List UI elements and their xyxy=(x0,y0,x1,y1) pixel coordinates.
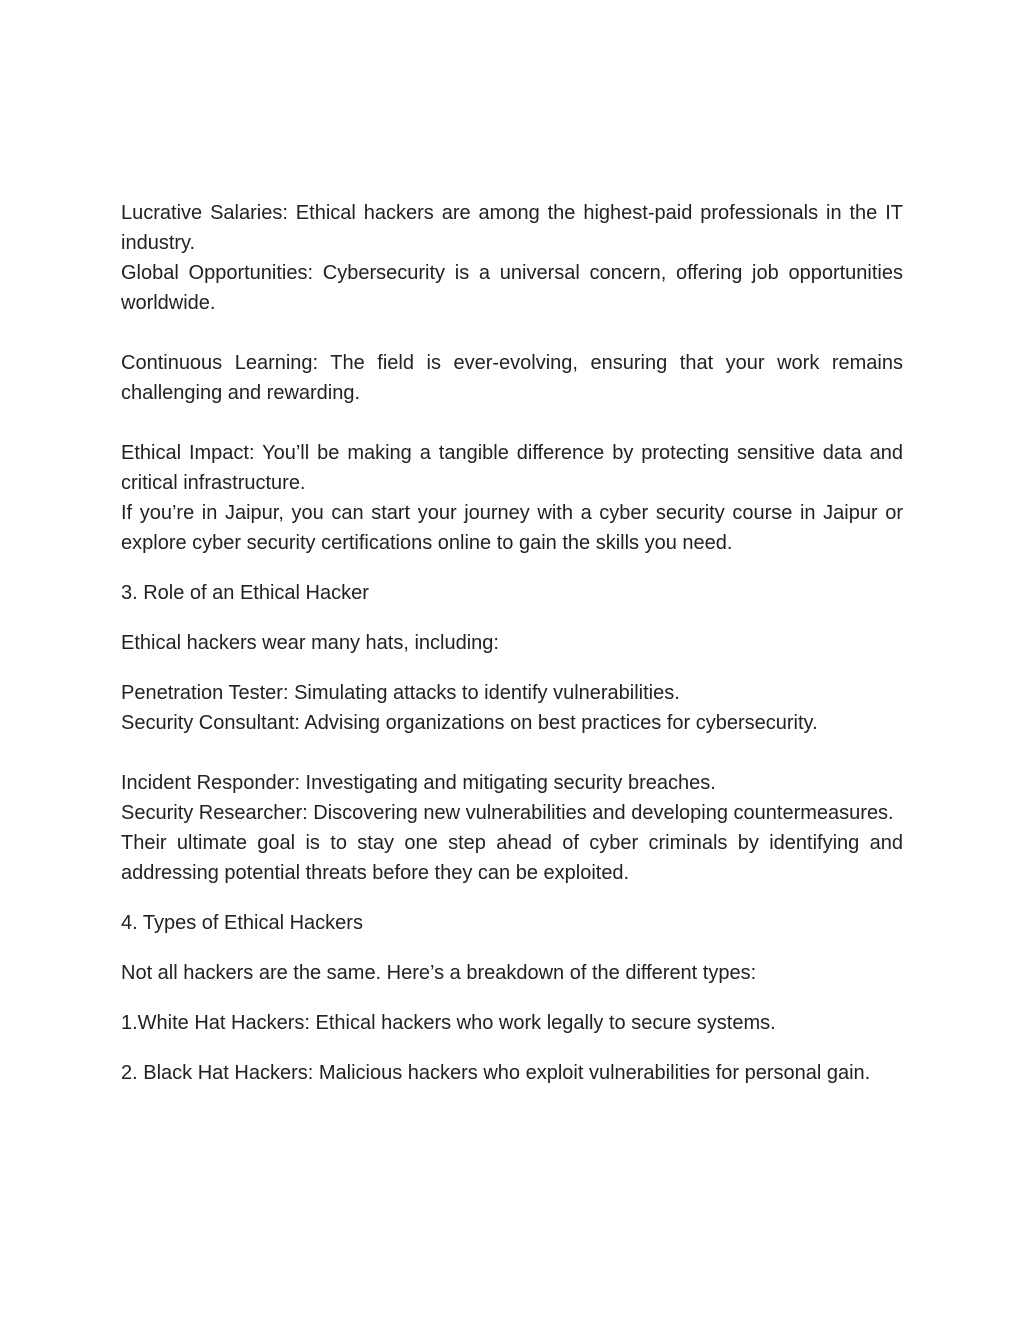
benefit-ethical-impact: Ethical Impact: You’ll be making a tangible difference by protecting sensitive data and critical infrastructure. xyxy=(121,442,903,494)
benefit-global-opportunities: Global Opportunities: Cybersecurity is a universal concern, offering job opportunities worldwide. xyxy=(121,262,903,314)
jaipur-course-paragraph: If you’re in Jaipur, you can start your journey with a cyber security course in Jaipur or explore cyber security certifications online to gain the skills you need. xyxy=(121,502,903,554)
type-black-hat: 2. Black Hat Hackers: Malicious hackers who exploit vulnerabilities for personal gain. xyxy=(121,1062,871,1084)
role-intro: Ethical hackers wear many hats, including: xyxy=(121,632,499,654)
benefit-continuous-learning: Continuous Learning: The field is ever-evolving, ensuring that your work remains challenging and rewarding. xyxy=(121,352,903,404)
benefit-lucrative-salaries: Lucrative Salaries: Ethical hackers are among the highest-paid professionals in the IT industry. xyxy=(121,202,903,254)
role-penetration-tester: Penetration Tester: Simulating attacks to identify vulnerabilities. xyxy=(121,682,680,704)
role-security-researcher: Security Researcher: Discovering new vulnerabilities and developing countermeasures. xyxy=(121,802,894,824)
section-heading-role: 3. Role of an Ethical Hacker xyxy=(121,582,369,604)
type-white-hat: 1.White Hat Hackers: Ethical hackers who work legally to secure systems. xyxy=(121,1012,776,1034)
section-heading-types: 4. Types of Ethical Hackers xyxy=(121,912,363,934)
role-incident-responder: Incident Responder: Investigating and mitigating security breaches. xyxy=(121,772,716,794)
role-security-consultant: Security Consultant: Advising organizations on best practices for cybersecurity. xyxy=(121,712,818,734)
document-body xyxy=(121,198,903,1088)
types-intro: Not all hackers are the same. Here’s a breakdown of the different types: xyxy=(121,962,757,984)
role-ultimate-goal: Their ultimate goal is to stay one step ahead of cyber criminals by identifying and addressing potential threats before they can be exploited. xyxy=(121,832,903,884)
